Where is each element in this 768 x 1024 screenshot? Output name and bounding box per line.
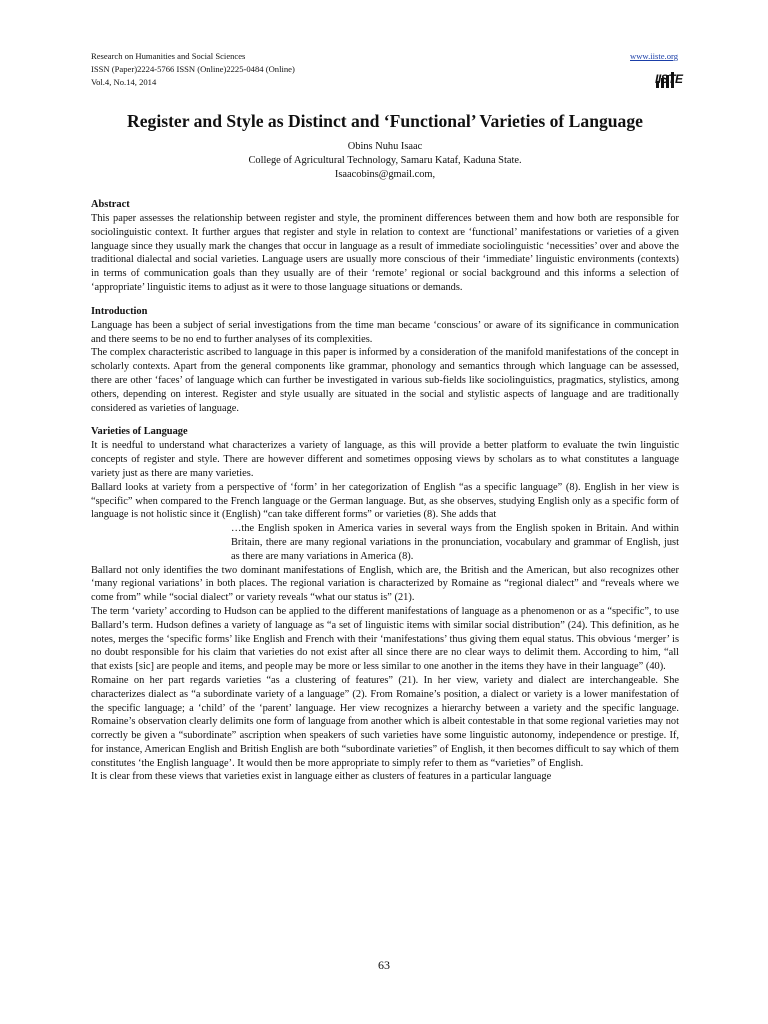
paper-page (91, 50, 683, 784)
introduction-heading: Introduction (91, 305, 148, 317)
iiste-logo (655, 64, 683, 88)
journal-info (91, 50, 679, 89)
abstract-heading: Abstract (91, 199, 130, 210)
varieties-paragraph-3: Ballard not only identifies the two dominant manifestations of English, which are, the British and the American, but also recognizes other ‘many regional variations’ in both places. The regional variation is characterized by Romaine as “regional dialect” and “reveals where we come from” while “social dialect” or variety reveals “what our status is” (21). (91, 564, 679, 604)
varieties-heading: Varieties of Language (91, 426, 188, 438)
author-affiliation: College of Agricultural Technology, Samaru Kataf, Kaduna State. (248, 155, 522, 166)
varieties-paragraph-6: It is clear from these views that varieties exist in language either as clusters of features in a particular language (91, 771, 552, 783)
abstract-text: This paper assesses the relationship between register and style, the prominent differences between them and how both are responsible for sociolinguistic context. It further argues that register and style in relation to context are ‘functional’ manifestations or varieties of a given language since they usually mark the changes that occur in language as a result of immediate sociolinguistic ‘necessities’ over and above the traditional dialectal and social varieties. Language users are usually more conscious of their ‘immediate’ linguistic environments (contexts) in terms of communication goals than they usually are of their ‘remote’ regional or social background and this informs a selection of ‘appropriate’ linguistic items to adjust as it were to those language situations or demands. (91, 213, 679, 293)
journal-url-link[interactable]: www.iiste.org (630, 51, 678, 61)
varieties-paragraph-5: Romaine on her part regards varieties “as a clustering of features” (21). In her view, variety and dialect are interchangeable. She characterizes dialect as “a subordinate variety of a language” (2). From Romaine’s position, a dialect or variety is a lower manifestation of the specific language; a ‘child’ of the ‘parent’ language. Her view recognizes a hierarchy between a variety and the specific language. Romaine’s observation clearly delimits one form of language from another which is albeit contestable in that some regional varieties may not correctly be given a “subordinate” ascription when speakers of such varieties have some linguistic autonomy, independence or prestige. If, for instance, American English and British English are both “subordinate varieties” of English, it then becomes difficult to say which of them constitutes ‘the English language’. It would then be more appropriate to simply refer to them as “varieties” of English. (91, 674, 679, 769)
page-number: 63 (378, 958, 390, 972)
logo-text: IISTE (655, 72, 683, 86)
paper-title: Register and Style as Distinct and ‘Functional’ Varieties of Language (127, 111, 643, 131)
journal-header (91, 50, 683, 98)
journal-issn: ISSN (Paper)2224-5766 ISSN (Online)2225-0484 (Online) (91, 64, 295, 74)
introduction-paragraph-2: The complex characteristic ascribed to language in this paper is informed by a consideration of the manifold manifestations of the concept in scholarly contexts. Apart from the general components like grammar, phonology and semantics through which language can be assessed, there are other ‘faces’ of language which can further be investigated in various sub-fields like sociolinguistics, pragmatics, stylistics, among others, depending on interest. Register and style usually are situated in the social and stylistic aspects of language and are traditionally considered as varieties of language. (91, 347, 679, 414)
varieties-paragraph-1: It is needful to understand what characterizes a variety of language, as this will provide a better platform to evaluate the twin linguistic concepts of register and style. There are however different and sometimes opposing views by scholars as to what constitutes a language variety just as there are many varieties. (91, 440, 679, 479)
block-quote: …the English spoken in America varies in several ways from the English spoken in Britain. And within Britain, there are many regional variations in the pronunciation, vocabulary and grammar of English, just as there are many variations in America (8). (231, 523, 679, 562)
author-name: Obins Nuhu Isaac (347, 141, 423, 152)
varieties-paragraph-2: Ballard looks at variety from a perspective of ‘form’ in her categorization of English “as a specific language” (8). English in her view is “specific” when compared to the French language or the German language. But, as she observes, studying English only as a specific form of language is not holistic since it (English) “can take different forms” or varieties (8). She adds that (91, 481, 679, 521)
varieties-paragraph-4: The term ‘variety’ according to Hudson can be applied to the different manifestations of language as a phenomenon or as a “specific”, to use Ballard’s term. Hudson defines a variety of language as “a set of linguistic items with similar social distribution” (24). This definition, as he notes, merges the ‘specific forms’ like English and French with their ‘manifestations’ thus giving them equal status. This obvious ‘merger’ is no doubt responsible for his claim that varieties do not exist after all since there are no clear ways to delimit them. According to him, “all that exists [sic] are people and items, and people may be more or less similar to one another in the items they have in their language” (40). (91, 605, 679, 673)
journal-volume: Vol.4, No.14, 2014 (91, 77, 157, 87)
author-block (91, 140, 679, 182)
author-email: Isaacobins@gmail.com, (334, 169, 436, 180)
introduction-paragraph-1: Language has been a subject of serial investigations from the time man became ‘conscious’ or aware of its significance in communication and there seems to be no end to further analyses of its complexities. (91, 319, 679, 345)
journal-name: Research on Humanities and Social Sciences (91, 51, 246, 61)
